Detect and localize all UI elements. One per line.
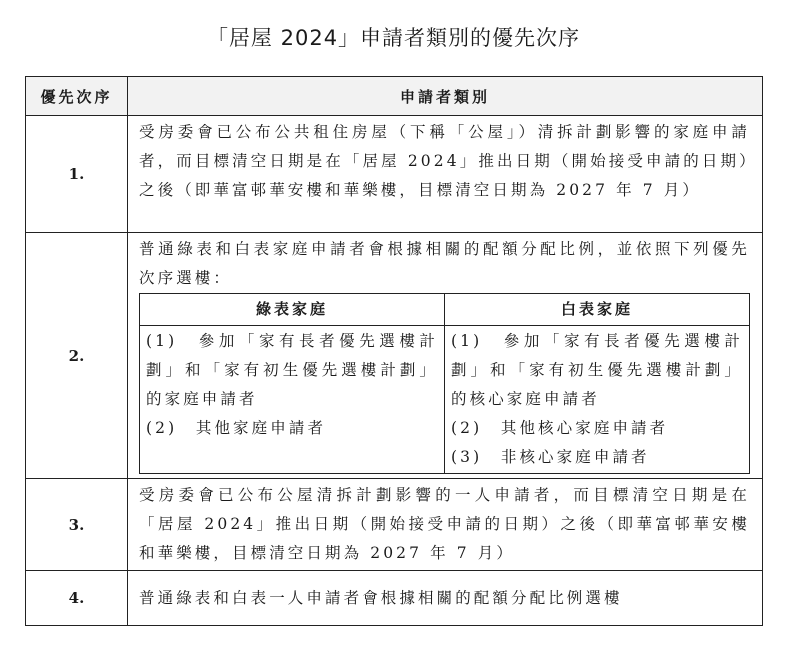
list-item: (2) 其他家庭申請者	[146, 419, 327, 437]
table-row	[26, 233, 763, 479]
green-form-list	[140, 326, 445, 474]
row-description: 普通綠表和白表家庭申請者會根據相關的配額分配比例，並依照下列優先次序選樓：	[139, 240, 750, 287]
row-description: 受房委會已公布公共租住房屋（下稱「公屋」）清拆計劃影響的家庭申請者，而目標清空日期是在「居屋 2024」推出日期（開始接受申請的日期）之後（即華富邨華安樓和華樂樓，目標清空日期為 2027 年 7 月）	[128, 116, 763, 233]
row-number: 4.	[26, 571, 128, 626]
row-number: 1.	[26, 116, 128, 233]
header-priority: 優先次序	[26, 77, 128, 116]
row-description: 受房委會已公布公屋清拆計劃影響的一人申請者，而目標清空日期是在「居屋 2024」推出日期（開始接受申請的日期）之後（即華富邨華安樓和華樂樓，目標清空日期為 2027 年 7 月）	[128, 479, 763, 571]
household-subtable	[139, 293, 750, 474]
list-item: (1) 參加「家有長者優先選樓計劃」和「家有初生優先選樓計劃」的核心家庭申請者	[451, 332, 743, 408]
table-header-row	[26, 77, 763, 116]
white-form-header: 白表家庭	[445, 294, 750, 326]
header-category: 申請者類別	[128, 77, 763, 116]
white-form-list	[445, 326, 750, 474]
list-item: (3) 非核心家庭申請者	[451, 448, 650, 466]
table-row	[26, 571, 763, 626]
row-description: 普通綠表和白表一人申請者會根據相關的配額分配比例選樓	[128, 571, 763, 626]
table-row	[26, 479, 763, 571]
row-number: 3.	[26, 479, 128, 571]
list-item: (1) 參加「家有長者優先選樓計劃」和「家有初生優先選樓計劃」的家庭申請者	[146, 332, 438, 408]
green-form-header: 綠表家庭	[140, 294, 445, 326]
priority-table	[25, 76, 763, 626]
row-description-cell	[128, 233, 763, 479]
row-number: 2.	[26, 233, 128, 479]
page-title: 「居屋 2024」申請者類別的優先次序	[206, 26, 581, 50]
table-row	[26, 116, 763, 233]
list-item: (2) 其他核心家庭申請者	[451, 419, 669, 437]
